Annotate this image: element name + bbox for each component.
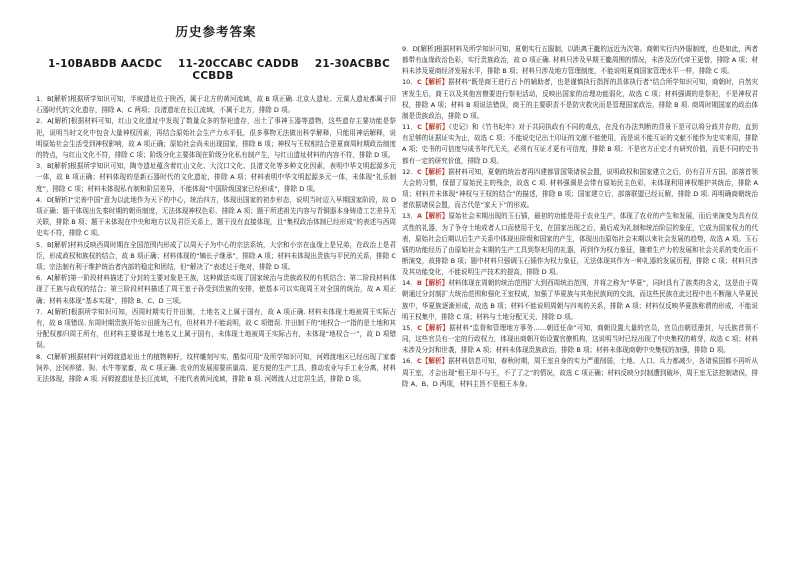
answer-key-group-1: 1-10BABDB AACDC	[48, 58, 163, 70]
explanation-item	[36, 161, 396, 195]
item-tag: C【解析】	[416, 167, 449, 176]
explanation-item	[402, 44, 758, 77]
item-text: 第一阶段材料描述了分封的主要对象是王族，这种做法实现了国家统治与贵族政权的有机结合；第二阶段材料体现了王族与政权的结合；第三阶段材料描述了周王室子孙受到贵族的安排，使基本可以实现周王对全国的统治，故 A 项正确；材料未体现“基本实现”，排除 B、C、D 三项。	[36, 274, 396, 305]
item-tag: B[解析]	[46, 240, 70, 249]
item-number: 2．	[36, 117, 48, 126]
explanation-item	[36, 94, 396, 116]
item-number: 7．	[36, 307, 48, 316]
explanation-item	[402, 356, 758, 389]
explanation-item	[36, 195, 396, 240]
item-tag: A[解析]	[47, 307, 71, 316]
item-text: 材料反映西周时期在全国范围内形成了以周天子为中心的宗法系统，大宗和小宗在血缘上是兄弟，在政治上是君臣，形成政权和族权的结合，故 B 项正确；材料体现的“嫡长子继承”，排除 A 项；材料未体现出贵族与平民的关系，排除 C 项；宗法制有利于维护统治者内部的稳定和团结，但“解决了”表述过于绝对，排除 D 项。	[36, 240, 396, 272]
item-number: 16．	[402, 357, 417, 366]
item-text: 据材料“既是商王进行占卜的辅助者，也是谨慎执行指挥的具体执行者”结合所学知识可知，商朝时，自然灾害发生后，商王以及其他宫僚要进行祭祀活动，反映出国家的治理功能弱化，故选 C 项；材料强调的是祭祀，不是神权君权，排除 A 项；材料 B 项说法错误，商王的主要职责不是防灾救灾而是管理国家政治，排除 B 项. 商周时期国家的政治体制是贵族政治，排除 D 项。	[402, 78, 758, 120]
item-tag: C【解析】	[416, 78, 449, 87]
item-tag: A【解析】	[416, 212, 449, 221]
item-tag: C【解析】	[417, 323, 450, 332]
item-tag: A[解析]	[46, 274, 70, 283]
item-number: 12．	[402, 167, 417, 176]
item-text: 原始社会末期出现的玉石锸，最初的功能是用于农业生产，体现了农业的产生和发展，而后来演变为具有仪式性的礼器，为了争夺土地或者人口而使用干戈，在国家出现之后，最后成为礼制和统治阶层的象征，它成为国家权力的代表，原始社会后期以后生产关系中体现出阶级和国家的产生，体现出由原始社会末期以来社会发展的趋势，故选 A 项。玉石锸的功能经历了由原始社会末期的生产工具到祭祀用的礼器，再到作为权力象征，随着生产力的发展和社会关系的变化而不断演变，故排除 B 项；题中材料只强调玉石锸作为权力象征，无法体现其作为一种礼器的发展历程，排除 C 项；材料只涉及其功能变化，不能说明生产技术的提高，排除 D 项。	[402, 212, 758, 277]
explanation-item	[36, 240, 396, 274]
item-tag: D[解析]	[412, 45, 437, 53]
item-number: 15．	[402, 323, 418, 332]
explanation-item	[402, 211, 758, 278]
item-number: 5．	[36, 240, 47, 249]
item-number: 9．	[402, 45, 413, 53]
explanation-item	[402, 278, 758, 323]
left-column	[36, 0, 396, 562]
item-number: 4．	[36, 195, 47, 204]
item-text: 根据所学知识可知，西周时期实行井田制，土地名义上属于国有，故 A 项正确. 材料未体现土地被周王实际占有，故 B 项错误. 东周时期贵族开始公田援为己有，但材料并不能说明，故 C 项错误. 井田制下的“地权合一”指的是土地和其分配权都归周王所有，但材料主要体现土地名义上属于国有，未体现土地被周王实际占有，未体现“地权合一”，故 D 项错误。	[36, 307, 396, 350]
explanation-item	[402, 167, 758, 212]
item-number: 3．	[36, 162, 47, 171]
item-text: 根据材料可知，红山文化遗址中发现了数量众多的祭祀遗存，出土了事神玉器等遗物，这些遗存主要功能是祭祀，说明当时文化中包含大量神权因素，再结合原始社会生产力水平低，很多事物无法做出科学解释，只能用神话解释，说明原始社会生活受到神权影响，故 A 项正确；原始社会尚未出现国家，排除 B 项；神权与王权相结合是夏商周时期政治制度的特点，与红山文化不符，排除 C 项；阶级分化主要体现在阶级分化私有制产生，与红山遗址材料的内容不符，排除 D 项。	[36, 117, 396, 160]
item-number: 1．	[36, 95, 47, 103]
item-number: 8．	[36, 352, 47, 361]
item-tag: C【解析】	[417, 123, 449, 132]
page-title: 历史参考答案	[175, 24, 257, 39]
explanation-item	[402, 323, 758, 356]
item-text: 据材料“监督和管理地方事务……朝廷任命”可知，商朝设置大量的官员，官员由朝廷册封，与氏族首领不同，这些官员有一定的行政权力，体现出商朝开始设置官僚机构，这说明当时已经出现了中央集权的萌芽，故选 C 项；材料未涉及分封和世袭，排除 A 项；材料未体现贵族政治，排除 B 项；材料未体现商朝中央集权的加强，排除 D 项。	[402, 323, 758, 355]
item-text: 据材料可知，夏朝的统治者再四建都冒国策诸侯会盟，说明政权和国家建立之后，仍有召开方国、部落首领大会的习惯，保留了原始民主的残余，故选 C 项. 材料强调是会带有原始民主色彩，未体现利用神权维护其统治，排除 A 项；材料并未体现“神权与王权的结合”的描述，排除 B 项；国家建立后，部落联盟已经瓦解，排除 D 项. 再明确商朝统治者依据诸侯会盟，而古代是“家天下”的形成。	[402, 167, 758, 210]
right-column	[402, 0, 758, 562]
explanation-item	[36, 273, 396, 307]
item-tag: B[解析]	[46, 162, 70, 171]
item-number: 6．	[36, 274, 47, 283]
explanation-item	[36, 307, 396, 352]
explanation-item	[402, 77, 758, 122]
item-text: 据材料信息可知，春秋时期，周王室自身的实力严重削弱，土地、人口、兵力都减少，各诸侯国都不再听从周王室，才会出现“租王却不与王，不了了之”的情况，故选 C 项正确；材料反映分封制遭到破坏，周王室无法控制诸侯，排除 A、B、D 两项，材料主旨不是租王本身。	[402, 357, 758, 388]
left-explanations	[36, 94, 396, 385]
item-tag: B[解析]	[46, 95, 70, 103]
item-text: 根据材料“河姆渡遗址出土的植物种籽，纹样雕刻写实，酷似可用”及所学知识可知，河姆渡地区已经出现了家畜饲养，还饲养猪、狗、水牛等家畜，故 C 项正确. 农业的发展需要质量高、更方便的生产工具，推动农业与手工业分离，材料无法体现，排除 A 项. 河姆渡遗址是长江流域，不能代表黄河流域，排除 B 项. 河姆渡人过定居生活，排除 D 项。	[36, 352, 396, 384]
answer-key-group-3: 21-30ACBBC CCBDB	[192, 58, 390, 82]
item-number: 11．	[402, 123, 418, 132]
item-text: 根据材料及所学知识可知，夏朝实行五服制，以距离王畿的远近为次第。商朝实行内外服制度，也是如此，两者都带有血缘政治色彩，实行贵族政治，故 D 项正确. 材料只涉及早期王畿周围的情况，未涉及历代帝王更替，排除 A 项；材料未涉及夏商经济发展水平，排除 B 项；材料只涉及地方管理制度，不能说明夏商国家管理水平一样，排除 C 项。	[402, 45, 758, 76]
answer-key	[36, 58, 396, 82]
item-text: 材料体现在周朝的统治范围扩大到西周统治范围，并将之称为“华夏”，同时具有了族类的含义，这是由于周朝通过分封制扩大统治范围和强化王室权威，加强了华夏族与其他民族间的交流，而这些民族在此过程中也不断融入华夏民族中，华夏族逐渐形成，故选 B 项；材料不能说明周朝与四夷的关系，排除 A 项；材料仅反映华夏族称谓的形成，不能说明王权集中，排除 C 项；材料与土地分配无关，排除 D 项。	[402, 279, 758, 321]
item-tag: B【解析】	[416, 279, 449, 288]
explanation-item	[36, 116, 396, 161]
item-number: 13．	[402, 212, 417, 221]
item-tag: C【解析】	[416, 357, 449, 366]
item-text: “完善中国”意为以此地作为天下的中心，统治四方，体现出国家的初步形态，说明当时迈入早期国家阶段，故 D 项正确；题干体现出先秦时期的朝贡制度，无法体现神权色彩，排除 A 项；题干所述祖先内容与青铜器本身铸造工艺差异无关联，排除 B 项；题干未体现在中央和地方以及君臣关系上，题干没有直接体现，且“集权政治体制已经形成”的表述与西周史实不符，排除 C 项。	[36, 195, 396, 238]
answer-key-group-2: 11-20CCABC CADDB	[178, 58, 299, 70]
item-number: 14．	[402, 279, 417, 288]
explanation-item	[402, 122, 758, 167]
right-explanations	[402, 44, 758, 390]
item-text: 《史记》和《竹书纪年》对于共同执政有不同的观点，在没有办法判断的背景下是可以将分歧并存的，直到有足够的证据证实为止，故选 C 项；不能说史记出土印证的文献不能使用，而是说不能互证的文献不能作为史实来用，排除 A 项；史书的可信度与成书年代无关，必须有互证才更有可信度，排除 B 项；不是官方正史才有研究价值，而是不同的史书都有一定的研究价值，排除 D 项。	[402, 123, 758, 165]
item-tag: D[解析]	[46, 195, 71, 204]
item-number: 10．	[402, 78, 417, 87]
item-text: 根据所学知识可知，陶寺遗址蕴含着红山文化、大汶口文化、良渚文化等多种文化因素，表明中华文明起源多元一体，故 B 项正确；材料体现的是新石器时代的文化遗址，排除 A 项；材料表明中华文明起源多元一体，未体现“礼乐制度”，排除 C 项；材料未体现私有制和阶层差异，不能体现“中国阶级国家已经形成”，排除 D 项。	[36, 162, 396, 193]
item-tag: C[解析]	[46, 352, 70, 361]
item-tag: A[解析]	[47, 117, 71, 126]
explanation-item	[36, 352, 396, 386]
item-text: 根据所学知识可知，半坡遗址位于陕西，属于北方的黄河流域，故 B 项正确. 北京人遗址、元谋人遗址都属于旧石器时代的文化遗存，排除 A、C 两项；良渚遗址在长江流域，不属于北方，排除 D 项。	[36, 95, 396, 115]
